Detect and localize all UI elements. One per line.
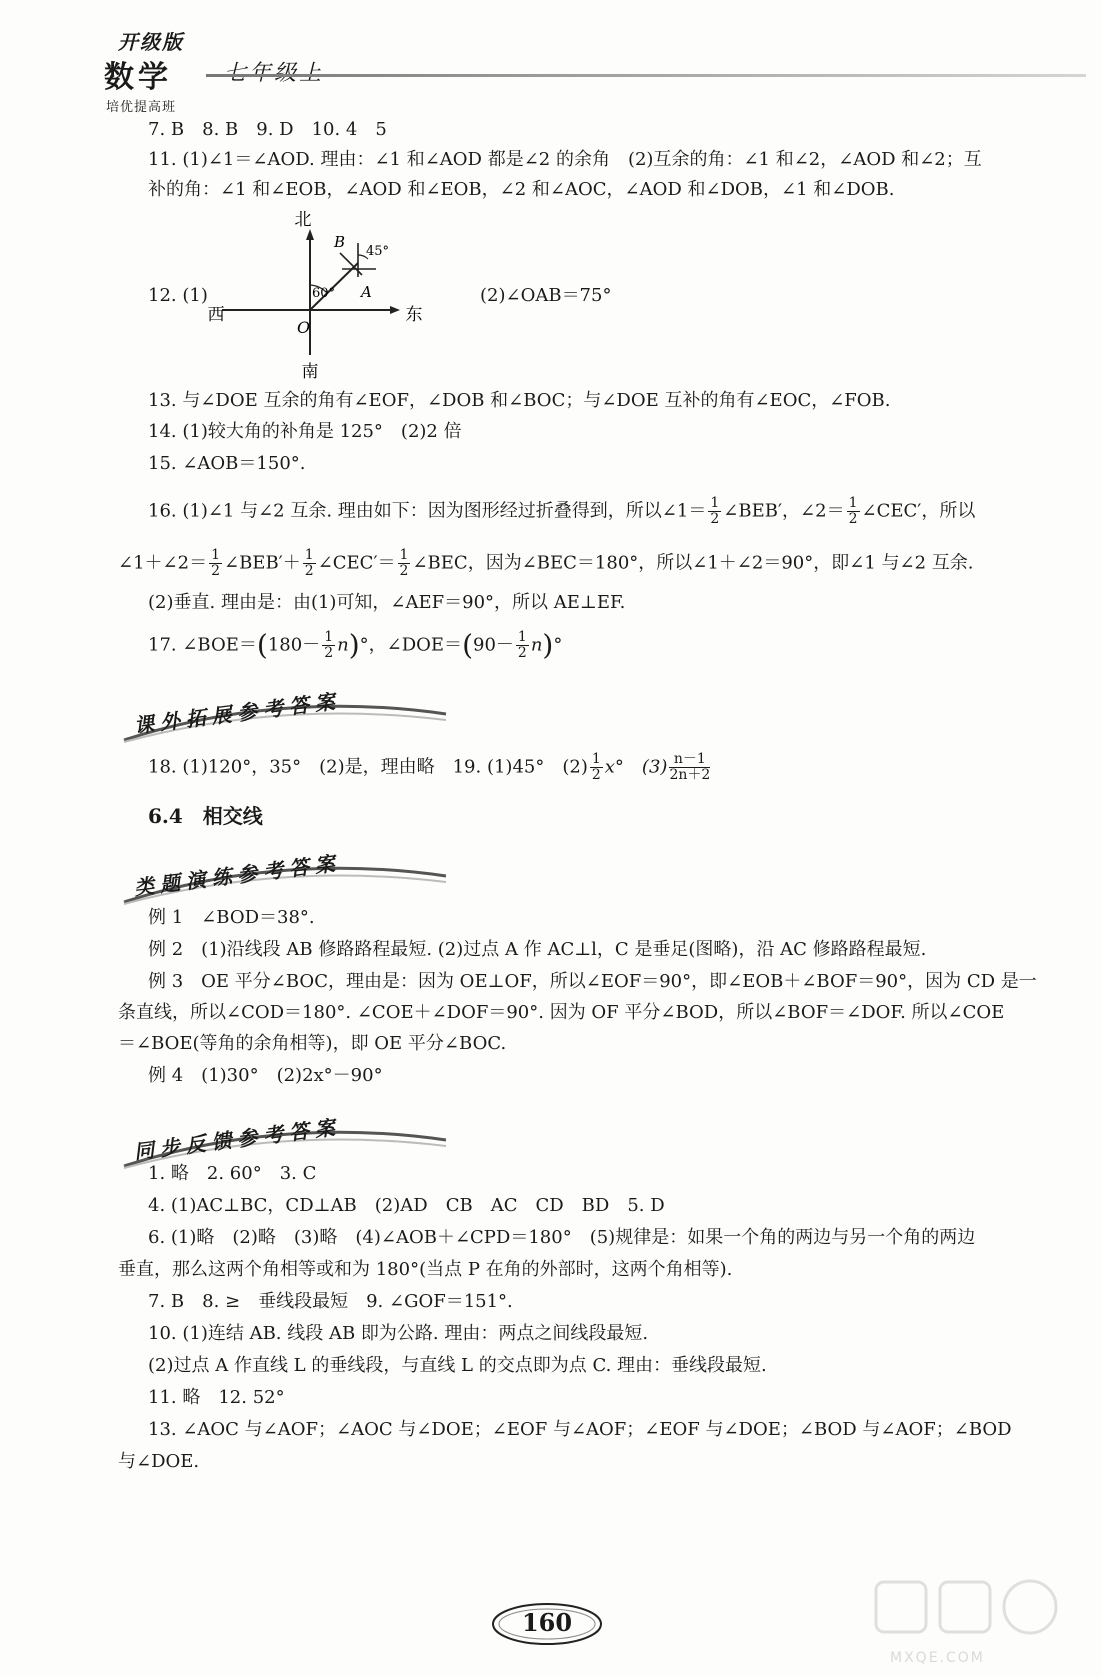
answer-17-term-a: 180－ [267, 634, 321, 656]
header-grade [224, 56, 324, 87]
fraction-numerator: 1 [324, 629, 334, 645]
answer-12-part1: 12. (1) [148, 285, 208, 306]
fraction-denominator: 2 [324, 645, 334, 661]
feedback-6-line1: 6. (1)略 (2)略 (3)略 (4)∠AOB＋∠CPD＝180° (5)规律是：如果一个角的两边与另一个角的两边 [148, 1227, 976, 1248]
answer-17-end: ° [553, 634, 563, 656]
fraction-denominator: 2 [848, 511, 858, 527]
fraction-numerator: 1 [304, 547, 314, 563]
fraction-denominator: 2 [591, 767, 601, 783]
header-series: 培优提高班 [106, 100, 177, 115]
header-rule [206, 74, 1086, 77]
watermark [862, 1572, 1072, 1672]
banner-feedback-title: 同步反馈参考答案 [132, 1114, 343, 1164]
example-3-line2: 条直线，所以∠COD＝180°. ∠COE＋∠DOF＝90°. 因为 OF 平分∠BOD，所以∠BOF＝∠DOF. 所以∠COE [118, 1002, 1005, 1023]
fraction-half [847, 496, 860, 527]
fraction-half [516, 630, 529, 661]
banner-extension-title: 课外拓展参考答案 [132, 688, 343, 738]
page-number-badge [488, 1598, 606, 1650]
fraction-numerator: 1 [517, 629, 527, 645]
variable-n: n [337, 634, 349, 656]
answer-16-line1-mid: ∠BEB′，∠2＝ [723, 500, 845, 522]
feedback-1-3: 1. 略 2. 60° 3. C [148, 1163, 317, 1184]
feedback-10-part1: 10. (1)连结 AB. 线段 AB 即为公路. 理由：两点之间线段最短. [148, 1323, 649, 1344]
label-point-a: A [361, 283, 372, 301]
compass-svg [200, 205, 460, 380]
page-number: 160 [521, 1608, 573, 1637]
answer-14: 14. (1)较大角的补角是 125° (2)2 倍 [148, 421, 462, 442]
label-north: 北 [294, 210, 312, 230]
fraction-numerator: 1 [848, 495, 858, 511]
header-subject: 数学 [104, 60, 172, 95]
example-3-line1: 例 3 OE 平分∠BOC，理由是：因为 OE⊥OF，所以∠EOF＝90°，即∠EOB＋∠BOF＝90°，因为 CD 是一 [148, 971, 1037, 992]
answer-16-line2 [118, 548, 973, 579]
fraction-half [398, 548, 411, 579]
label-west: 西 [207, 305, 225, 325]
fraction-numerator: 1 [591, 751, 601, 767]
label-south: 南 [301, 362, 319, 380]
example-2: 例 2 (1)沿线段 AB 修路路程最短. (2)过点 A 作 AC⊥l，C 是垂足(图略)，沿 AC 修路路程最短. [148, 939, 927, 960]
answer-19-x: x° (3) [604, 756, 668, 778]
fraction-half [708, 496, 721, 527]
answer-17-term-b: 90－ [473, 634, 514, 656]
feedback-10-part2: (2)过点 A 作直线 L 的垂线段，与直线 L 的交点即为点 C. 理由：垂线段最短. [148, 1355, 767, 1376]
fraction-half [209, 548, 222, 579]
fraction-half [322, 630, 335, 661]
answer-16-line1 [148, 496, 975, 527]
answer-7-10: 7. B 8. B 9. D 10. 4 5 [148, 119, 387, 140]
fraction-denominator: 2 [399, 563, 409, 579]
banner-practice-title: 类题演练参考答案 [132, 850, 343, 900]
label-origin-o: O [297, 318, 311, 337]
fraction-n [669, 752, 710, 783]
feedback-4-5: 4. (1)AC⊥BC，CD⊥AB (2)AD CB AC CD BD 5. D [148, 1195, 665, 1216]
answer-16-line1-end: ∠CEC′，所以 [861, 500, 976, 522]
answer-11-line2: 补的角：∠1 和∠EOB，∠AOD 和∠EOB，∠2 和∠AOC，∠AOD 和∠DOB，∠1 和∠DOB. [148, 179, 895, 200]
fraction-half [303, 548, 316, 579]
answer-11-line1: 11. (1)∠1＝∠AOD. 理由：∠1 和∠AOD 都是∠2 的余角 (2)互余的角：∠1 和∠2，∠AOD 和∠2；互 [148, 149, 982, 170]
answer-16-part2: (2)垂直. 理由是：由(1)可知，∠AEF＝90°，所以 AE⊥EF. [148, 592, 626, 613]
fraction-denominator: 2n＋2 [669, 767, 711, 783]
feedback-11-12: 11. 略 12. 52° [148, 1387, 285, 1408]
label-angle-60: 60° [312, 286, 336, 301]
fraction-denominator: 2 [710, 511, 720, 527]
answer-16-line2-mid2: ∠CEC′＝ [317, 552, 396, 574]
label-east: 东 [405, 305, 423, 325]
example-1: 例 1 ∠BOD＝38°. [148, 907, 315, 928]
fraction-denominator: 2 [304, 563, 314, 579]
answer-16-line1-start: 16. (1)∠1 与∠2 互余. 理由如下：因为图形经过折叠得到，所以∠1＝ [148, 500, 707, 522]
paren-open: ( [256, 628, 268, 662]
compass-diagram [200, 205, 460, 380]
answer-17 [148, 630, 562, 661]
fraction-denominator: 2 [211, 563, 220, 579]
fraction-numerator: 1 [399, 547, 409, 563]
fraction-numerator: 1 [710, 495, 720, 511]
feedback-13-line1: 13. ∠AOC 与∠AOF；∠AOC 与∠DOE；∠EOF 与∠AOF；∠EOF 与∠DOE；∠BOD 与∠AOF；∠BOD [148, 1419, 1012, 1440]
page-header [96, 18, 1096, 115]
paren-close: ) [542, 628, 554, 662]
banner-practice [120, 850, 450, 900]
section-title: 6.4 相交线 [148, 804, 263, 828]
answer-12-part2: (2)∠OAB＝75° [480, 285, 612, 306]
fraction-half [590, 752, 603, 783]
example-4: 例 4 (1)30° (2)2x°－90° [148, 1065, 383, 1086]
header-edition: 开级版 [118, 30, 184, 54]
answer-15: 15. ∠AOB＝150°. [148, 453, 306, 474]
paren-close: ) [348, 628, 360, 662]
banner-feedback [120, 1114, 450, 1164]
label-point-b: B [334, 233, 346, 251]
variable-n: n [530, 634, 543, 656]
answer-16-line2-start: ∠1＋∠2＝ [118, 552, 208, 574]
fraction-numerator: 1 [211, 547, 220, 563]
paren-open: ( [462, 628, 473, 662]
feedback-6-line2: 垂直，那么这两个角相等或和为 180°(当点 P 在角的外部时，这两个角相等). [118, 1259, 733, 1280]
watermark-logo [862, 1572, 1072, 1652]
answer-16-line2-end: ∠BEC，因为∠BEC＝180°，所以∠1＋∠2＝90°，即∠1 与∠2 互余. [412, 552, 974, 574]
east-arrow-icon [390, 306, 400, 314]
banner-extension [120, 688, 450, 738]
label-angle-45: 45° [366, 244, 390, 259]
answer-17-mid: °，∠DOE＝ [359, 634, 463, 656]
watermark-text: MXQE.COM [890, 1650, 985, 1666]
answer-18-start: 18. (1)120°，35° (2)是，理由略 19. (1)45° (2) [148, 756, 588, 778]
fraction-numerator: n－1 [669, 752, 710, 768]
answer-18-19 [148, 752, 712, 783]
fraction-denominator: 2 [517, 645, 527, 661]
north-arrow-icon [306, 229, 314, 240]
feedback-7-9: 7. B 8. ≥ 垂线段最短 9. ∠GOF＝151°. [148, 1291, 513, 1312]
example-3-line3: ＝∠BOE(等角的余角相等)，即 OE 平分∠BOC. [118, 1033, 507, 1054]
answer-17-start: 17. ∠BOE＝ [148, 634, 257, 656]
answer-13: 13. 与∠DOE 互余的角有∠EOF，∠DOB 和∠BOC；与∠DOE 互补的角有∠EOC，∠FOB. [148, 390, 891, 411]
feedback-13-line2: 与∠DOE. [118, 1451, 200, 1472]
answer-16-line2-mid1: ∠BEB′＋ [224, 552, 301, 574]
